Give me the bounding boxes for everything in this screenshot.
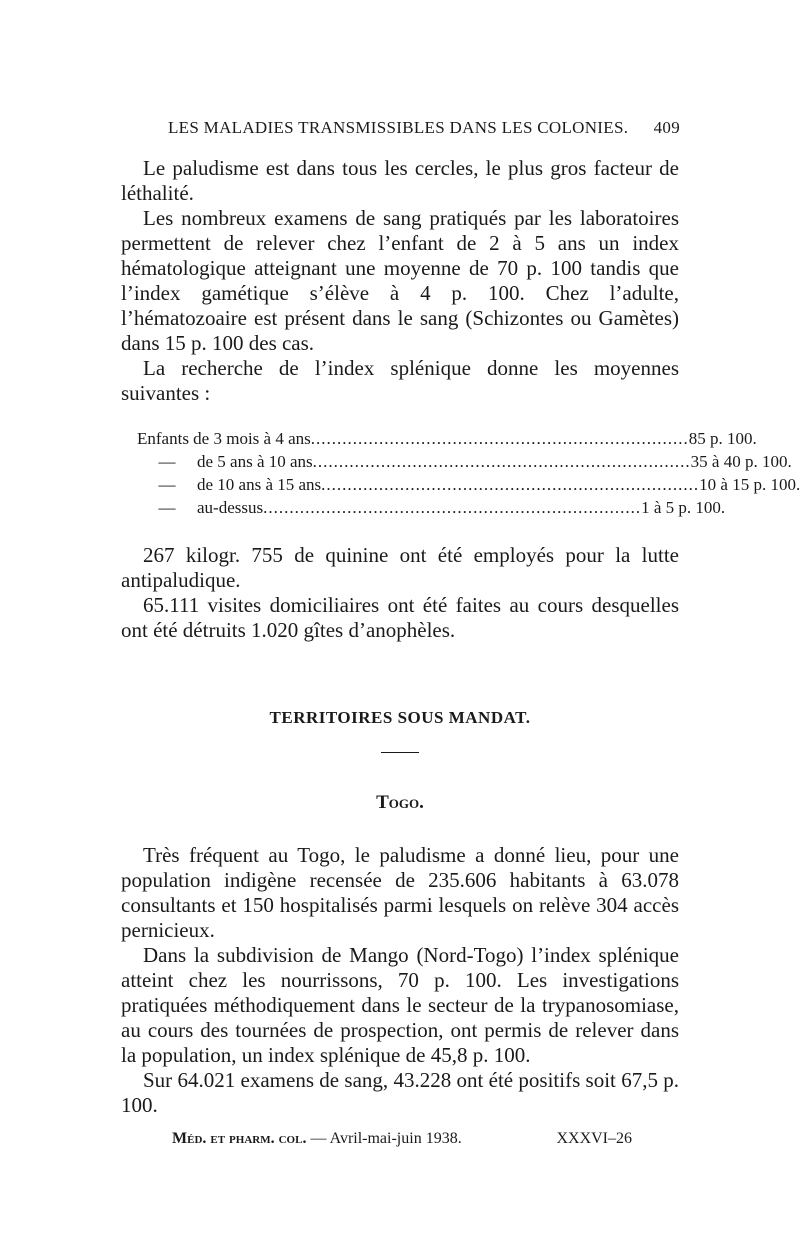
table-row [137, 452, 792, 475]
row-label: de 10 ans à 15 ans [197, 475, 322, 494]
section-divider [381, 752, 419, 753]
paragraph: Sur 64.021 examens de sang, 43.228 ont été positifs soit 67,5 p. 100. [121, 1068, 679, 1117]
subsection-heading: Togo. [376, 792, 424, 813]
row-value: 10 à 15 p. 100. [699, 475, 800, 494]
page-number: 409 [653, 118, 680, 137]
row-label: Enfants de 3 mois à 4 ans [137, 429, 311, 448]
ditto-dash: — [158, 452, 176, 471]
running-title: LES MALADIES TRANSMISSIBLES DANS LES COLONIES. [168, 118, 629, 137]
journal-abbreviation: Méd. et pharm. col. [172, 1130, 307, 1147]
row-label: au-dessus [197, 498, 264, 517]
paragraph-group-malaria [121, 156, 679, 406]
table-row [137, 498, 726, 521]
dot-leader: ........................................................................ [312, 452, 691, 471]
page-footer [172, 1130, 632, 1148]
paragraph: Le paludisme est dans tous les cercles, le plus gros facteur de léthalité. [121, 156, 679, 205]
paragraph: 65.111 visites domiciliaires ont été faites au cours desquelles ont été détruits 1.020 gîtes d’anophèles. [121, 593, 679, 642]
table-row [137, 475, 800, 498]
table-row [137, 429, 757, 452]
paragraph-group-quinine [121, 543, 679, 643]
paragraph: Très fréquent au Togo, le paludisme a donné lieu, pour une population indigène recensée de 235.606 habitants à 63.078 consultants et 150 hospitalisés parmi lesquels on relève 304 accès pernicieux. [121, 843, 679, 942]
row-value: 35 à 40 p. 100. [690, 452, 792, 471]
paragraph: La recherche de l’index splénique donne les moyennes suivantes : [121, 356, 679, 405]
row-label: de 5 ans à 10 ans [197, 452, 313, 471]
paragraph-group-togo [121, 843, 679, 1118]
dot-leader: ........................................................................ [321, 475, 700, 494]
footer-citation [172, 1130, 462, 1148]
ditto-dash: — [158, 498, 176, 517]
dot-leader: ........................................................................ [310, 429, 689, 448]
row-value: 1 à 5 p. 100. [641, 498, 726, 517]
issue-date: — Avril-mai-juin 1938. [310, 1130, 462, 1147]
section-heading: TERRITOIRES SOUS MANDAT. [269, 708, 531, 727]
running-header [168, 118, 680, 138]
ditto-dash: — [158, 475, 176, 494]
signature-mark: XXXVI–26 [556, 1130, 632, 1147]
paragraph: 267 kilogr. 755 de quinine ont été employés pour la lutte antipaludique. [121, 543, 679, 592]
spleen-index-table [137, 429, 800, 521]
paragraph: Les nombreux examens de sang pratiqués par les laboratoires permettent de relever chez l’enfant de 2 à 5 ans un index hématologique atteignant une moyenne de 70 p. 100 tandis que l’index gamétique s’élève à 4 p. 100. Chez l’adulte, l’hématozoaire est présent dans le sang (Schizontes ou Gamètes) dans 15 p. 100 des cas. [121, 206, 679, 355]
row-value: 85 p. 100. [688, 429, 757, 448]
dot-leader: ........................................................................ [263, 498, 642, 517]
paragraph: Dans la subdivision de Mango (Nord-Togo) l’index splénique atteint chez les nourrissons, 70 p. 100. Les investigations pratiquées méthodiquement dans le secteur de la trypanosomiase, au cours des tournées de prospection, ont permis de relever dans la population, un index splénique de 45,8 p. 100. [121, 943, 679, 1067]
